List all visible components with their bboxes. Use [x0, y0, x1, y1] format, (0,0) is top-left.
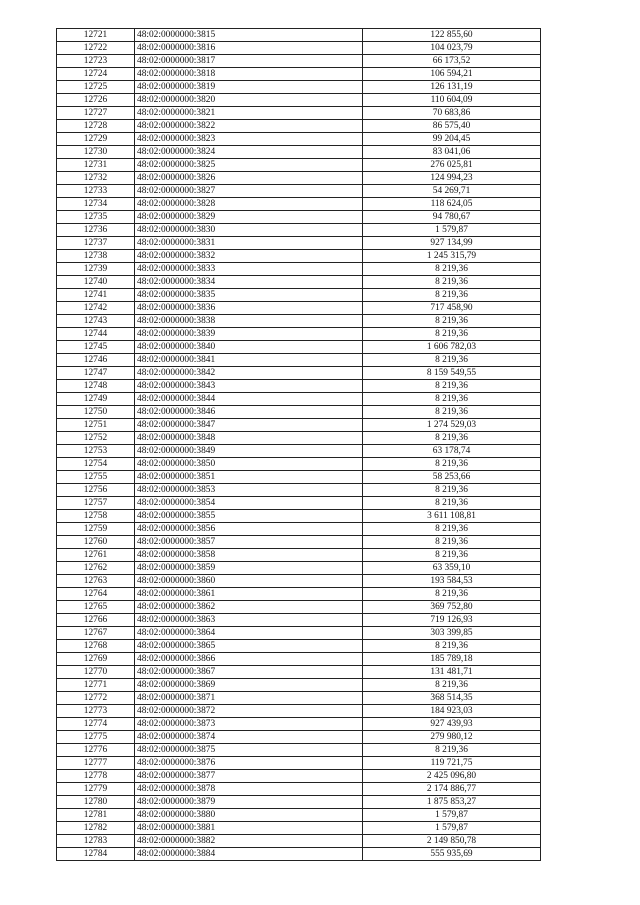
cadastral-number-cell: 48:02:0000000:3819 — [135, 81, 363, 94]
cadastral-value-cell: 717 458,90 — [363, 302, 541, 315]
row-number-cell: 12731 — [57, 159, 135, 172]
table-row — [57, 432, 541, 445]
cadastral-value-cell: 8 219,36 — [363, 497, 541, 510]
cadastral-value-cell: 8 219,36 — [363, 276, 541, 289]
table-row — [57, 341, 541, 354]
row-number-cell: 12741 — [57, 289, 135, 302]
table-row — [57, 172, 541, 185]
cadastral-number-cell: 48:02:0000000:3875 — [135, 744, 363, 757]
cadastral-value-cell: 63 359,10 — [363, 562, 541, 575]
row-number-cell: 12737 — [57, 237, 135, 250]
table-row — [57, 731, 541, 744]
table-row — [57, 211, 541, 224]
cadastral-value-cell: 126 131,19 — [363, 81, 541, 94]
cadastral-number-cell: 48:02:0000000:3834 — [135, 276, 363, 289]
table-row — [57, 783, 541, 796]
cadastral-value-cell: 184 923,03 — [363, 705, 541, 718]
cadastral-value-cell: 368 514,35 — [363, 692, 541, 705]
table-row — [57, 653, 541, 666]
cadastral-number-cell: 48:02:0000000:3874 — [135, 731, 363, 744]
cadastral-number-cell: 48:02:0000000:3835 — [135, 289, 363, 302]
row-number-cell: 12775 — [57, 731, 135, 744]
cadastral-value-cell: 54 269,71 — [363, 185, 541, 198]
row-number-cell: 12774 — [57, 718, 135, 731]
table-row — [57, 666, 541, 679]
table-row — [57, 68, 541, 81]
row-number-cell: 12721 — [57, 29, 135, 42]
row-number-cell: 12765 — [57, 601, 135, 614]
row-number-cell: 12729 — [57, 133, 135, 146]
row-number-cell: 12781 — [57, 809, 135, 822]
table-row — [57, 198, 541, 211]
cadastral-number-cell: 48:02:0000000:3846 — [135, 406, 363, 419]
cadastral-number-cell: 48:02:0000000:3871 — [135, 692, 363, 705]
row-number-cell: 12738 — [57, 250, 135, 263]
table-row — [57, 679, 541, 692]
row-number-cell: 12724 — [57, 68, 135, 81]
cadastral-value-table — [56, 28, 541, 861]
table-row — [57, 237, 541, 250]
cadastral-value-cell: 1 579,87 — [363, 822, 541, 835]
cadastral-value-cell: 369 752,80 — [363, 601, 541, 614]
cadastral-value-cell: 1 579,87 — [363, 224, 541, 237]
table-row — [57, 471, 541, 484]
cadastral-number-cell: 48:02:0000000:3823 — [135, 133, 363, 146]
row-number-cell: 12747 — [57, 367, 135, 380]
cadastral-value-cell: 8 219,36 — [363, 406, 541, 419]
cadastral-value-cell: 8 219,36 — [363, 328, 541, 341]
table-row — [57, 185, 541, 198]
table-row — [57, 406, 541, 419]
table-row — [57, 822, 541, 835]
table-row — [57, 81, 541, 94]
table-row — [57, 497, 541, 510]
cadastral-number-cell: 48:02:0000000:3877 — [135, 770, 363, 783]
table-row — [57, 133, 541, 146]
cadastral-value-cell: 2 425 096,80 — [363, 770, 541, 783]
cadastral-value-cell: 122 855,60 — [363, 29, 541, 42]
row-number-cell: 12739 — [57, 263, 135, 276]
row-number-cell: 12743 — [57, 315, 135, 328]
table-body — [57, 29, 541, 861]
cadastral-number-cell: 48:02:0000000:3854 — [135, 497, 363, 510]
cadastral-value-cell: 66 173,52 — [363, 55, 541, 68]
cadastral-number-cell: 48:02:0000000:3881 — [135, 822, 363, 835]
cadastral-value-cell: 719 126,93 — [363, 614, 541, 627]
cadastral-value-cell: 124 994,23 — [363, 172, 541, 185]
row-number-cell: 12745 — [57, 341, 135, 354]
cadastral-value-cell: 8 219,36 — [363, 380, 541, 393]
table-row — [57, 705, 541, 718]
cadastral-number-cell: 48:02:0000000:3884 — [135, 848, 363, 861]
row-number-cell: 12769 — [57, 653, 135, 666]
cadastral-number-cell: 48:02:0000000:3864 — [135, 627, 363, 640]
cadastral-number-cell: 48:02:0000000:3828 — [135, 198, 363, 211]
table-row — [57, 289, 541, 302]
table-row — [57, 757, 541, 770]
cadastral-number-cell: 48:02:0000000:3863 — [135, 614, 363, 627]
row-number-cell: 12782 — [57, 822, 135, 835]
row-number-cell: 12730 — [57, 146, 135, 159]
row-number-cell: 12723 — [57, 55, 135, 68]
cadastral-number-cell: 48:02:0000000:3879 — [135, 796, 363, 809]
cadastral-value-cell: 58 253,66 — [363, 471, 541, 484]
row-number-cell: 12742 — [57, 302, 135, 315]
cadastral-value-cell: 83 041,06 — [363, 146, 541, 159]
cadastral-number-cell: 48:02:0000000:3816 — [135, 42, 363, 55]
cadastral-value-cell: 63 178,74 — [363, 445, 541, 458]
table-row — [57, 458, 541, 471]
cadastral-value-cell: 1 606 782,03 — [363, 341, 541, 354]
table-row — [57, 640, 541, 653]
cadastral-number-cell: 48:02:0000000:3817 — [135, 55, 363, 68]
cadastral-value-cell: 8 159 549,55 — [363, 367, 541, 380]
cadastral-value-cell: 99 204,45 — [363, 133, 541, 146]
cadastral-number-cell: 48:02:0000000:3857 — [135, 536, 363, 549]
table-row — [57, 562, 541, 575]
cadastral-number-cell: 48:02:0000000:3855 — [135, 510, 363, 523]
cadastral-number-cell: 48:02:0000000:3840 — [135, 341, 363, 354]
cadastral-value-cell: 8 219,36 — [363, 679, 541, 692]
cadastral-value-cell: 1 875 853,27 — [363, 796, 541, 809]
cadastral-value-cell: 193 584,53 — [363, 575, 541, 588]
row-number-cell: 12766 — [57, 614, 135, 627]
table-row — [57, 614, 541, 627]
table-row — [57, 627, 541, 640]
cadastral-number-cell: 48:02:0000000:3848 — [135, 432, 363, 445]
table-row — [57, 419, 541, 432]
cadastral-value-cell: 119 721,75 — [363, 757, 541, 770]
cadastral-number-cell: 48:02:0000000:3839 — [135, 328, 363, 341]
cadastral-value-cell: 276 025,81 — [363, 159, 541, 172]
cadastral-value-cell: 8 219,36 — [363, 263, 541, 276]
row-number-cell: 12784 — [57, 848, 135, 861]
cadastral-value-cell: 555 935,69 — [363, 848, 541, 861]
row-number-cell: 12746 — [57, 354, 135, 367]
cadastral-number-cell: 48:02:0000000:3821 — [135, 107, 363, 120]
table-row — [57, 692, 541, 705]
cadastral-number-cell: 48:02:0000000:3830 — [135, 224, 363, 237]
cadastral-value-cell: 70 683,86 — [363, 107, 541, 120]
table-row — [57, 42, 541, 55]
row-number-cell: 12733 — [57, 185, 135, 198]
row-number-cell: 12725 — [57, 81, 135, 94]
table-row — [57, 367, 541, 380]
table-row — [57, 510, 541, 523]
row-number-cell: 12776 — [57, 744, 135, 757]
cadastral-value-cell: 303 399,85 — [363, 627, 541, 640]
table-row — [57, 484, 541, 497]
cadastral-value-cell: 8 219,36 — [363, 523, 541, 536]
table-row — [57, 146, 541, 159]
table-row — [57, 224, 541, 237]
row-number-cell: 12735 — [57, 211, 135, 224]
table-row — [57, 94, 541, 107]
cadastral-value-cell: 279 980,12 — [363, 731, 541, 744]
cadastral-number-cell: 48:02:0000000:3836 — [135, 302, 363, 315]
row-number-cell: 12726 — [57, 94, 135, 107]
cadastral-number-cell: 48:02:0000000:3849 — [135, 445, 363, 458]
cadastral-number-cell: 48:02:0000000:3820 — [135, 94, 363, 107]
row-number-cell: 12757 — [57, 497, 135, 510]
cadastral-value-cell: 8 219,36 — [363, 354, 541, 367]
cadastral-number-cell: 48:02:0000000:3842 — [135, 367, 363, 380]
cadastral-number-cell: 48:02:0000000:3869 — [135, 679, 363, 692]
table-row — [57, 536, 541, 549]
cadastral-number-cell: 48:02:0000000:3880 — [135, 809, 363, 822]
cadastral-number-cell: 48:02:0000000:3847 — [135, 419, 363, 432]
row-number-cell: 12770 — [57, 666, 135, 679]
cadastral-number-cell: 48:02:0000000:3873 — [135, 718, 363, 731]
cadastral-value-cell: 1 579,87 — [363, 809, 541, 822]
table-row — [57, 107, 541, 120]
table-row — [57, 588, 541, 601]
row-number-cell: 12728 — [57, 120, 135, 133]
row-number-cell: 12772 — [57, 692, 135, 705]
cadastral-number-cell: 48:02:0000000:3827 — [135, 185, 363, 198]
cadastral-number-cell: 48:02:0000000:3815 — [135, 29, 363, 42]
cadastral-number-cell: 48:02:0000000:3853 — [135, 484, 363, 497]
cadastral-value-cell: 8 219,36 — [363, 640, 541, 653]
cadastral-value-cell: 94 780,67 — [363, 211, 541, 224]
cadastral-number-cell: 48:02:0000000:3824 — [135, 146, 363, 159]
row-number-cell: 12763 — [57, 575, 135, 588]
cadastral-value-cell: 8 219,36 — [363, 289, 541, 302]
cadastral-number-cell: 48:02:0000000:3867 — [135, 666, 363, 679]
table-row — [57, 55, 541, 68]
cadastral-value-cell: 185 789,18 — [363, 653, 541, 666]
cadastral-value-cell: 2 174 886,77 — [363, 783, 541, 796]
table-row — [57, 29, 541, 42]
row-number-cell: 12734 — [57, 198, 135, 211]
row-number-cell: 12779 — [57, 783, 135, 796]
cadastral-number-cell: 48:02:0000000:3859 — [135, 562, 363, 575]
cadastral-value-cell: 927 439,93 — [363, 718, 541, 731]
row-number-cell: 12764 — [57, 588, 135, 601]
table-row — [57, 159, 541, 172]
cadastral-value-cell: 1 245 315,79 — [363, 250, 541, 263]
row-number-cell: 12780 — [57, 796, 135, 809]
cadastral-number-cell: 48:02:0000000:3831 — [135, 237, 363, 250]
cadastral-value-cell: 106 594,21 — [363, 68, 541, 81]
row-number-cell: 12760 — [57, 536, 135, 549]
table-row — [57, 744, 541, 757]
cadastral-number-cell: 48:02:0000000:3862 — [135, 601, 363, 614]
table-row — [57, 770, 541, 783]
cadastral-number-cell: 48:02:0000000:3872 — [135, 705, 363, 718]
cadastral-value-cell: 110 604,09 — [363, 94, 541, 107]
row-number-cell: 12744 — [57, 328, 135, 341]
cadastral-number-cell: 48:02:0000000:3826 — [135, 172, 363, 185]
cadastral-number-cell: 48:02:0000000:3833 — [135, 263, 363, 276]
table-row — [57, 250, 541, 263]
cadastral-value-cell: 8 219,36 — [363, 588, 541, 601]
table-row — [57, 315, 541, 328]
cadastral-number-cell: 48:02:0000000:3861 — [135, 588, 363, 601]
cadastral-value-cell: 8 219,36 — [363, 458, 541, 471]
cadastral-number-cell: 48:02:0000000:3818 — [135, 68, 363, 81]
cadastral-number-cell: 48:02:0000000:3876 — [135, 757, 363, 770]
row-number-cell: 12771 — [57, 679, 135, 692]
cadastral-number-cell: 48:02:0000000:3882 — [135, 835, 363, 848]
cadastral-value-cell: 927 134,99 — [363, 237, 541, 250]
row-number-cell: 12768 — [57, 640, 135, 653]
row-number-cell: 12778 — [57, 770, 135, 783]
table-row — [57, 549, 541, 562]
row-number-cell: 12753 — [57, 445, 135, 458]
table-row — [57, 575, 541, 588]
cadastral-number-cell: 48:02:0000000:3878 — [135, 783, 363, 796]
cadastral-value-cell: 104 023,79 — [363, 42, 541, 55]
table-row — [57, 523, 541, 536]
row-number-cell: 12767 — [57, 627, 135, 640]
cadastral-value-cell: 8 219,36 — [363, 744, 541, 757]
cadastral-number-cell: 48:02:0000000:3832 — [135, 250, 363, 263]
table-row — [57, 263, 541, 276]
cadastral-value-cell: 8 219,36 — [363, 549, 541, 562]
cadastral-value-cell: 8 219,36 — [363, 432, 541, 445]
table-row — [57, 835, 541, 848]
cadastral-value-cell: 8 219,36 — [363, 393, 541, 406]
row-number-cell: 12722 — [57, 42, 135, 55]
cadastral-number-cell: 48:02:0000000:3865 — [135, 640, 363, 653]
cadastral-value-cell: 8 219,36 — [363, 484, 541, 497]
table-row — [57, 328, 541, 341]
cadastral-number-cell: 48:02:0000000:3825 — [135, 159, 363, 172]
cadastral-number-cell: 48:02:0000000:3850 — [135, 458, 363, 471]
table-row — [57, 848, 541, 861]
table-row — [57, 276, 541, 289]
row-number-cell: 12759 — [57, 523, 135, 536]
row-number-cell: 12749 — [57, 393, 135, 406]
cadastral-number-cell: 48:02:0000000:3822 — [135, 120, 363, 133]
row-number-cell: 12761 — [57, 549, 135, 562]
cadastral-value-cell: 131 481,71 — [363, 666, 541, 679]
cadastral-number-cell: 48:02:0000000:3851 — [135, 471, 363, 484]
row-number-cell: 12727 — [57, 107, 135, 120]
row-number-cell: 12751 — [57, 419, 135, 432]
cadastral-value-cell: 86 575,40 — [363, 120, 541, 133]
cadastral-value-cell: 3 611 108,81 — [363, 510, 541, 523]
row-number-cell: 12762 — [57, 562, 135, 575]
cadastral-number-cell: 48:02:0000000:3838 — [135, 315, 363, 328]
cadastral-number-cell: 48:02:0000000:3858 — [135, 549, 363, 562]
table-row — [57, 302, 541, 315]
row-number-cell: 12777 — [57, 757, 135, 770]
cadastral-value-cell: 8 219,36 — [363, 315, 541, 328]
row-number-cell: 12756 — [57, 484, 135, 497]
table-row — [57, 796, 541, 809]
row-number-cell: 12752 — [57, 432, 135, 445]
cadastral-number-cell: 48:02:0000000:3841 — [135, 354, 363, 367]
cadastral-number-cell: 48:02:0000000:3860 — [135, 575, 363, 588]
row-number-cell: 12783 — [57, 835, 135, 848]
row-number-cell: 12750 — [57, 406, 135, 419]
cadastral-number-cell: 48:02:0000000:3844 — [135, 393, 363, 406]
row-number-cell: 12740 — [57, 276, 135, 289]
row-number-cell: 12773 — [57, 705, 135, 718]
cadastral-number-cell: 48:02:0000000:3856 — [135, 523, 363, 536]
table-row — [57, 120, 541, 133]
cadastral-number-cell: 48:02:0000000:3843 — [135, 380, 363, 393]
row-number-cell: 12736 — [57, 224, 135, 237]
cadastral-number-cell: 48:02:0000000:3829 — [135, 211, 363, 224]
row-number-cell: 12748 — [57, 380, 135, 393]
row-number-cell: 12758 — [57, 510, 135, 523]
table-row — [57, 809, 541, 822]
table-row — [57, 718, 541, 731]
cadastral-value-cell: 1 274 529,03 — [363, 419, 541, 432]
row-number-cell: 12755 — [57, 471, 135, 484]
table-row — [57, 393, 541, 406]
cadastral-number-cell: 48:02:0000000:3866 — [135, 653, 363, 666]
cadastral-value-cell: 118 624,05 — [363, 198, 541, 211]
row-number-cell: 12754 — [57, 458, 135, 471]
row-number-cell: 12732 — [57, 172, 135, 185]
cadastral-value-cell: 2 149 850,78 — [363, 835, 541, 848]
table-row — [57, 354, 541, 367]
table-row — [57, 601, 541, 614]
table-row — [57, 380, 541, 393]
cadastral-value-cell: 8 219,36 — [363, 536, 541, 549]
table-row — [57, 445, 541, 458]
